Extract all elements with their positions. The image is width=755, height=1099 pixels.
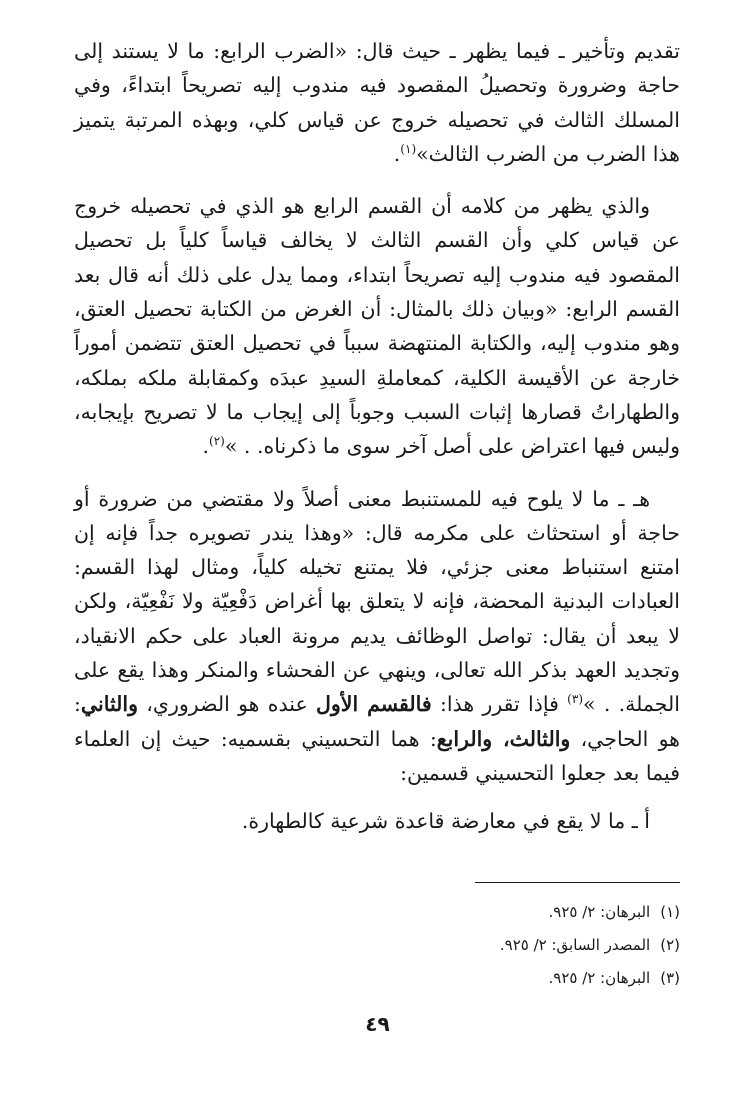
footnote-number: (١): [660, 903, 680, 921]
second-category-label: والثاني: [80, 692, 138, 717]
footnotes: [260, 896, 680, 995]
footnote-number: (٣): [660, 969, 680, 987]
footnote-item: [260, 896, 680, 929]
paragraph-2-tail: .: [202, 434, 210, 459]
page-number: ٤٩: [365, 1012, 390, 1036]
paragraph-3-part5: : هما التحسيني بقسميه: حيث إن العلماء فيما بعد جعلوا التحسيني قسمين:: [74, 726, 680, 785]
paragraph-2-text: والذي يظهر من كلامه أن القسم الرابع هو الذي في تحصيله خروج عن قياس كلي وأن القسم الثالث لا يخالف قياساً كلياً بل تحصيل المقصود فيه مندوب إليه تصريحاً ابتداء، ومما يدل على ذلك أنه قال بعد القسم الرابع: «وبيان ذلك بالمثال: أن الغرض من الكتابة تحصيل العتق، وهو مندوب إليه، والكتابة المنتهضة سبباً في تحصيل العتق تتضمن أموراً خارجة عن الأقيسة الكلية، كمعاملةِ السيدِ عبدَه وكمقابلة ملكه بملكه، والطهاراتُ قصارها إثبات السبب وجوباً إلى إيجاب ما لا تصريح بإيجابه، وليس فيها اعتراض على أصل آخر سوى ما ذكرناه. . »: [74, 194, 680, 459]
paragraph-3-part1: هـ ـ ما لا يلوح فيه للمستنبط معنى أصلاً ولا مقتضي من ضرورة أو حاجة أو استحثاث على مكرمه قال: «وهذا يندر تصويره جداً فإنه إن امتنع استنباط معنى جزئي، فلا يمتنع تخيله كلياً، ومثال لهذا القسم: العبادات البدنية المحضة، فإنه لا يتعلق بها أغراض دَفْعِيّة ولا نَفْعِيّة، ولكن لا يبعد أن يقال: تواصل الوظائف يديم مرونة العباد على حكم الانقياد، وتجديد العهد بذكر الله تعالى، وينهي عن الفحشاء والمنكر وهذا يقع على الجملة. . »: [74, 486, 680, 717]
list-item-a: أ ـ ما لا يقع في معارضة قاعدة شرعية كالطهارة.: [241, 809, 650, 834]
footnote-text: البرهان: ٢/ ٩٢٥.: [548, 969, 651, 987]
footnote-ref-2[interactable]: (٢): [209, 434, 225, 449]
footnote-text: المصدر السابق: ٢/ ٩٢٥.: [499, 936, 651, 954]
footnote-text: البرهان: ٢/ ٩٢٥.: [548, 903, 651, 921]
paragraph-3-part3: عنده هو الضروري،: [138, 692, 316, 717]
footnote-ref-1[interactable]: (١): [400, 141, 417, 156]
paragraph-3-part2: فإذا تقرر هذا:: [431, 692, 568, 717]
paragraph-1: [74, 34, 680, 171]
footnote-number: (٢): [660, 936, 680, 954]
paragraph-3: [74, 482, 680, 791]
first-category-label: فالقسم الأول: [315, 692, 432, 717]
paragraph-1-tail: .: [393, 141, 401, 166]
footnote-item: [260, 929, 680, 962]
paragraph-3-part4: : هو الحاجي،: [74, 692, 680, 751]
paragraph-1-text: تقديم وتأخير ـ فيما يظهر ـ حيث قال: «الضرب الرابع: ما لا يستند إلى حاجة وضرورة وتحصيلُ المقصود فيه مندوب إليه تصريحاً ابتداءً، وفي المسلك الثالث في تحصيله خروج عن قياس كلي، وبهذه المرتبة يتميز هذا الضرب من الضرب الثالث»: [74, 39, 680, 166]
footnote-ref-3[interactable]: (٣): [567, 692, 583, 707]
page-body: [74, 34, 680, 838]
third-fourth-category-label: والثالث، والرابع: [436, 726, 571, 751]
footnote-divider: [475, 882, 680, 883]
footnote-item: [260, 962, 680, 995]
paragraph-2: [74, 189, 680, 463]
